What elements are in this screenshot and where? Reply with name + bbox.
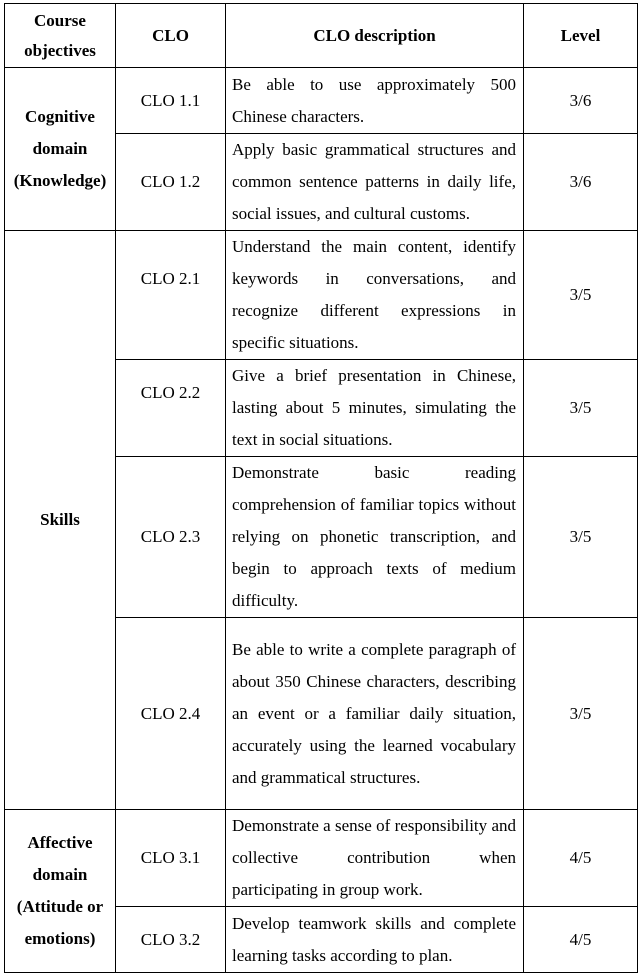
header-row [5, 4, 638, 68]
objective-affective: Affective domain (Attitude or emotions) [5, 810, 116, 973]
clo-description: Apply basic grammatical structures and common sentence patterns in daily life, social issues, and cultural customs. [226, 134, 524, 231]
clo-code: CLO 3.2 [116, 907, 226, 973]
header-clo-description: CLO description [226, 4, 524, 68]
clo-level: 3/5 [524, 231, 638, 360]
clo-code: CLO 3.1 [116, 810, 226, 907]
objective-cognitive: Cognitive domain (Knowledge) [5, 68, 116, 231]
header-course-objectives: Course objectives [5, 4, 116, 68]
clo-description: Demonstrate a sense of responsibility and collective contribution when participating in group work. [226, 810, 524, 907]
table-row [5, 68, 638, 134]
table-row [5, 810, 638, 907]
table-row [5, 231, 638, 360]
clo-level: 3/6 [524, 134, 638, 231]
clo-level: 3/5 [524, 360, 638, 457]
clo-description: Understand the main content, identify keywords in conversations, and recognize different expressions in specific situations. [226, 231, 524, 360]
clo-description: Be able to use approximately 500 Chinese characters. [226, 68, 524, 134]
clo-description: Develop teamwork skills and complete learning tasks according to plan. [226, 907, 524, 973]
clo-level: 3/5 [524, 457, 638, 618]
clo-table [4, 3, 638, 973]
header-level: Level [524, 4, 638, 68]
objective-skills: Skills [5, 231, 116, 810]
clo-description: Give a brief presentation in Chinese, lasting about 5 minutes, simulating the text in social situations. [226, 360, 524, 457]
clo-level: 3/5 [524, 618, 638, 810]
clo-code: CLO 2.1 [116, 231, 226, 360]
header-clo: CLO [116, 4, 226, 68]
clo-level: 4/5 [524, 810, 638, 907]
clo-code: CLO 2.3 [116, 457, 226, 618]
clo-code: CLO 1.1 [116, 68, 226, 134]
clo-code: CLO 2.2 [116, 360, 226, 457]
clo-description: Demonstrate basic reading comprehension of familiar topics without relying on phonetic transcription, and begin to approach texts of medium difficulty. [226, 457, 524, 618]
clo-code: CLO 2.4 [116, 618, 226, 810]
clo-description: Be able to write a complete paragraph of about 350 Chinese characters, describing an event or a familiar daily situation, accurately using the learned vocabulary and grammatical structures. [226, 618, 524, 810]
clo-level: 4/5 [524, 907, 638, 973]
clo-code: CLO 1.2 [116, 134, 226, 231]
clo-level: 3/6 [524, 68, 638, 134]
